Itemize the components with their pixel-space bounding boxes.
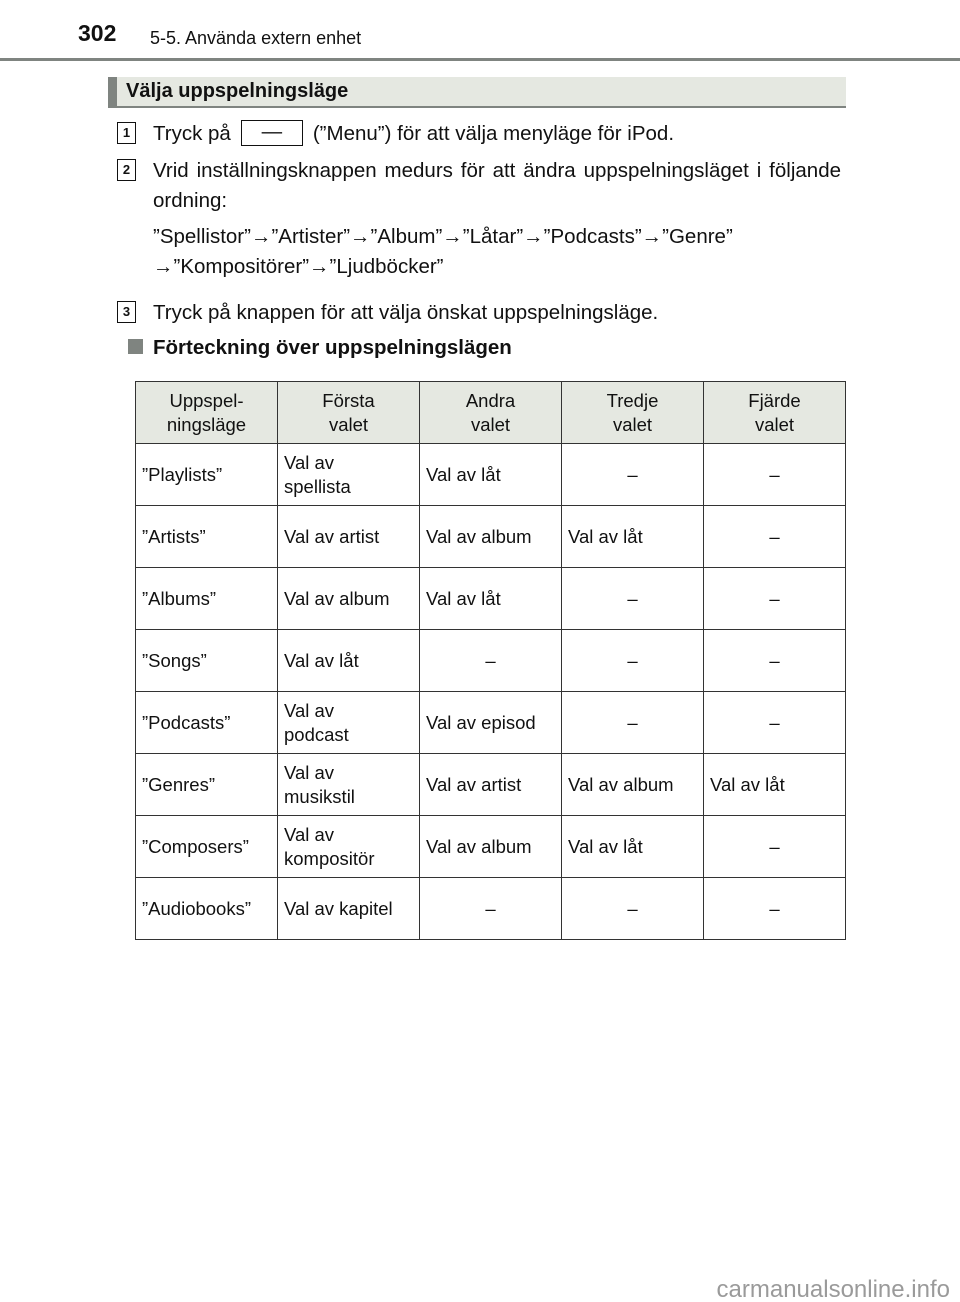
column-header: Uppspel- ningsläge (136, 382, 278, 444)
table-cell: ”Songs” (136, 630, 278, 692)
column-header: Första valet (278, 382, 420, 444)
step-text: Vrid inställningsknappen medurs för att ändra uppspelningsläget i följande ordning: (153, 159, 841, 212)
table-cell: ”Playlists” (136, 444, 278, 506)
table-header-row (136, 382, 846, 444)
table-row (136, 506, 846, 568)
table-cell: Val av artist (278, 506, 420, 568)
table-row (136, 878, 846, 940)
mode-sequence: →”Kompositörer”→”Ljudböcker” (153, 255, 444, 278)
page-number: 302 (78, 20, 117, 46)
column-header: Andra valet (420, 382, 562, 444)
table-cell: ”Podcasts” (136, 692, 278, 754)
table-cell: – (704, 506, 846, 568)
table-cell: Val av kompositör (278, 816, 420, 878)
menu-button-icon: — (241, 120, 303, 146)
table-cell: Val av kapitel (278, 878, 420, 940)
table-cell: Val av album (420, 816, 562, 878)
table-cell: – (562, 692, 704, 754)
step-text: Tryck på (153, 122, 231, 145)
column-header: Fjärde valet (704, 382, 846, 444)
step-number: 1 (117, 122, 136, 144)
chapter-title: 5-5. Använda extern enhet (150, 28, 362, 48)
table-row (136, 568, 846, 630)
table-cell: – (704, 630, 846, 692)
table-cell: Val av album (278, 568, 420, 630)
table-cell: Val av podcast (278, 692, 420, 754)
table-cell: – (420, 878, 562, 940)
table-cell: Val av låt (562, 506, 704, 568)
table-cell: Val av låt (420, 568, 562, 630)
table-cell: – (704, 444, 846, 506)
table-cell: – (562, 878, 704, 940)
square-bullet-icon (128, 339, 143, 354)
table-cell: Val av låt (562, 816, 704, 878)
table-cell: ”Audiobooks” (136, 878, 278, 940)
table-cell: Val av musikstil (278, 754, 420, 816)
table-cell: Val av låt (704, 754, 846, 816)
step-number: 2 (117, 159, 136, 181)
watermark: carmanualsonline.info (716, 1276, 950, 1302)
table-cell: – (704, 692, 846, 754)
table-cell: – (704, 816, 846, 878)
table-row (136, 816, 846, 878)
step-2 (117, 156, 841, 282)
step-text: (”Menu”) för att välja menyläge för iPod. (312, 122, 675, 145)
step-number: 3 (117, 301, 136, 323)
step-text: Tryck på knappen för att välja önskat uppspelningsläge. (153, 301, 659, 324)
table-cell: Val av spellista (278, 444, 420, 506)
table-cell: ”Artists” (136, 506, 278, 568)
mode-sequence: ”Spellistor”→”Artister”→”Album”→”Låtar”→”Podcasts”→”Genre” (153, 225, 733, 248)
table-row (136, 444, 846, 506)
table-cell: – (420, 630, 562, 692)
table-cell: ”Albums” (136, 568, 278, 630)
step-3 (117, 298, 841, 328)
table-row (136, 692, 846, 754)
table-cell: – (562, 444, 704, 506)
column-header: Tredje valet (562, 382, 704, 444)
section-title: Välja uppspelningsläge (108, 77, 846, 108)
subheading-text: Förteckning över uppspelningslägen (153, 336, 512, 359)
step-1 (117, 119, 841, 149)
table-cell: – (562, 630, 704, 692)
table-cell: – (562, 568, 704, 630)
header-divider (0, 58, 960, 61)
table-cell: Val av album (420, 506, 562, 568)
table-cell: Val av episod (420, 692, 562, 754)
table-row (136, 630, 846, 692)
table-cell: – (704, 568, 846, 630)
table-row (136, 754, 846, 816)
table-cell: – (704, 878, 846, 940)
table-cell: ”Genres” (136, 754, 278, 816)
table-cell: Val av album (562, 754, 704, 816)
table-cell: ”Composers” (136, 816, 278, 878)
table-cell: Val av artist (420, 754, 562, 816)
table-cell: Val av låt (420, 444, 562, 506)
table-cell: Val av låt (278, 630, 420, 692)
playback-mode-table (135, 381, 846, 940)
subheading (128, 336, 512, 360)
